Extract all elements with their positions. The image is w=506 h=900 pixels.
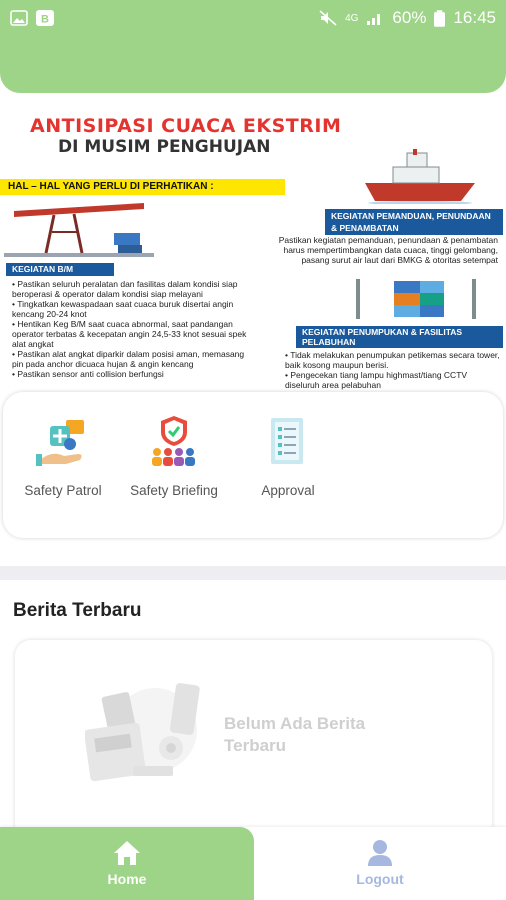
section-pemanduan-tag: KEGIATAN PEMANDUAN, PENUNDAAN & PENAMBATAN (325, 209, 503, 235)
app-b-notification-icon (36, 10, 54, 26)
containers-illustration (352, 275, 487, 323)
weather-banner[interactable] (0, 93, 506, 398)
penumpukan-point: • Tidak melakukan penumpukan petikemas secara tower, baik kosong maupun berisi. (285, 350, 503, 370)
menu-approval[interactable] (228, 414, 348, 498)
nav-home-label: Home (107, 871, 147, 887)
approval-icon (261, 414, 315, 468)
bottom-navigation (0, 827, 506, 900)
menu-safety-briefing[interactable] (114, 414, 234, 498)
gallery-notification-icon (10, 10, 28, 26)
menu-safety-patrol[interactable] (3, 414, 123, 498)
news-section-title: Berita Terbaru (13, 600, 142, 621)
menu-label: Safety Briefing (130, 483, 218, 498)
battery-percent: 60% (392, 8, 427, 27)
bm-point: • Tingkatkan kewaspadaan saat cuaca buruk disertai angin kencang 20-24 knot (12, 299, 252, 319)
banner-subtitle: DI MUSIM PENGHUJAN (58, 137, 271, 157)
signal-icon (366, 10, 384, 26)
mute-icon (319, 10, 337, 26)
nav-logout-tab[interactable] (254, 827, 506, 900)
network-type: 4G (345, 12, 359, 24)
home-icon (112, 839, 142, 867)
bm-point: • Pastikan alat angkat diparkir dalam posisi aman, memasang pin pada anchor dicuaca hujan & angin kencang (12, 349, 252, 369)
banner-title: ANTISIPASI CUACA EKSTRIM (30, 115, 342, 137)
banner-hal-heading: HAL – HAL YANG PERLU DI PERHATIKAN : (0, 179, 285, 195)
safety-patrol-icon (36, 414, 90, 468)
section-bm-tag: KEGIATAN B/M (6, 263, 114, 276)
bm-point: • Hentikan Keg B/M saat cuaca abnormal, saat pandangan operator terbatas & kecepatan angin 24,5-33 knot sesuai spek alat angkat (12, 319, 252, 349)
svg-text:B: B (41, 13, 49, 26)
pemanduan-text: Pastikan kegiatan pemanduan, penundaan & penambatan harus mempertimbangkan data cuaca, tinggi gelombang, pasang surut air laut dari BMKG & otoritas setempat (278, 235, 498, 265)
safety-briefing-icon (147, 414, 201, 468)
empty-news-illustration (85, 678, 205, 790)
nav-logout-label: Logout (356, 871, 404, 887)
bm-points (12, 279, 252, 379)
bm-point: • Pastikan seluruh peralatan dan fasilitas dalam kondisi siap beroperasi & operator dalam kondisi siap melayani (12, 279, 252, 299)
section-divider (0, 566, 506, 580)
user-icon (365, 839, 395, 867)
nav-home-tab[interactable] (0, 827, 254, 900)
news-empty-card (15, 640, 492, 840)
crane-illustration (4, 197, 154, 262)
menu-label: Approval (261, 483, 315, 498)
section-penumpukan-tag: KEGIATAN PENUMPUKAN & FASILITAS PELABUHAN (296, 326, 503, 348)
status-bar (0, 0, 506, 36)
tugboat-illustration (365, 149, 475, 204)
penumpukan-point: • Pengecekan tiang lampu highmast/tiang CCTV diseluruh area pelabuhan (285, 370, 503, 390)
clock: 16:45 (453, 8, 496, 27)
menu-card (3, 392, 503, 538)
battery-icon (434, 10, 445, 27)
empty-news-text: Belum Ada Berita Terbaru (224, 714, 366, 755)
menu-label: Safety Patrol (24, 483, 102, 498)
bm-point: • Pastikan sensor anti collision berfungsi (12, 369, 252, 379)
penumpukan-points (285, 350, 503, 390)
